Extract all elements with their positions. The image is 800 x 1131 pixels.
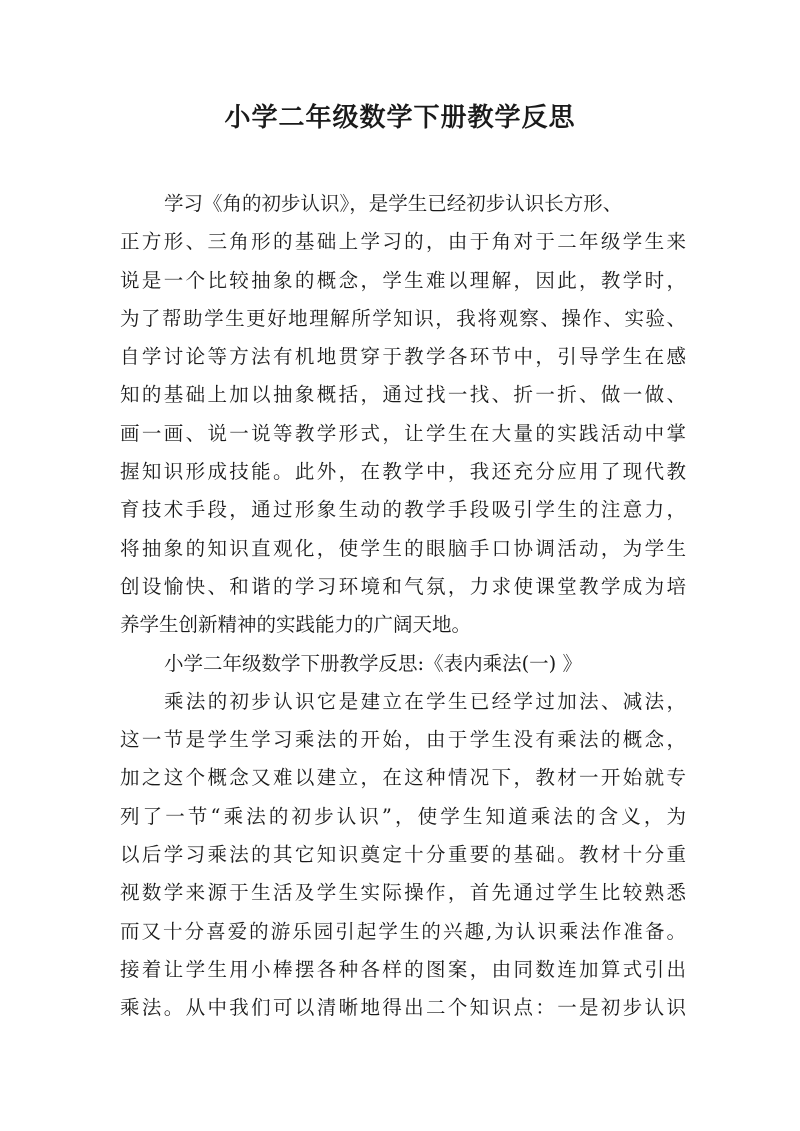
text-line: 自学讨论等方法有机地贯穿于教学各环节中，引导学生在感: [120, 345, 686, 369]
text-line: 说是一个比较抽象的概念，学生难以理解，因此，教学时，: [120, 268, 686, 292]
text-line: 将抽象的知识直观化，使学生的眼脑手口协调活动，为学生: [120, 536, 686, 560]
text-line: 学习《角的初步认识》，是学生已经初步认识长方形、: [164, 192, 623, 215]
text-line: 育技术手段，通过形象生动的教学手段吸引学生的注意力，: [120, 498, 686, 522]
text-line: 小学二年级数学下册教学反思:《表内乘法(一) 》: [164, 651, 582, 675]
text-line: 这一节是学生学习乘法的开始，由于学生没有乘法的概念，: [120, 728, 686, 752]
text-line: 正方形、三角形的基础上学习的，由于角对于二年级学生来: [120, 230, 686, 254]
text-line: 而又十分喜爱的游乐园引起学生的兴趣,为认识乘法作准备。: [120, 919, 686, 943]
text-line: 以后学习乘法的其它知识奠定十分重要的基础。教材十分重: [120, 843, 686, 867]
text-line: 养学生创新精神的实践能力的广阔天地。: [120, 613, 472, 637]
text-line: 视数学来源于生活及学生实际操作，首先通过学生比较熟悉: [120, 881, 686, 905]
text-line: 乘法的初步认识它是建立在学生已经学过加法、减法，: [164, 689, 686, 713]
text-line: 乘法。从中我们可以清晰地得出二个知识点：一是初步认识: [120, 996, 686, 1020]
text-line: 列了一节“乘法的初步认识”，使学生知道乘法的含义，为: [120, 804, 686, 828]
text-line: 知的基础上加以抽象概括，通过找一找、折一折、做一做、: [120, 383, 686, 407]
text-line: 接着让学生用小棒摆各种各样的图案，由同数连加算式引出: [120, 957, 686, 981]
text-line: 握知识形成技能。此外，在教学中，我还充分应用了现代教: [120, 460, 686, 484]
document-title: 小学二年级数学下册教学反思: [224, 103, 576, 133]
text-line: 加之这个概念又难以建立，在这种情况下，教材一开始就专: [120, 766, 686, 790]
text-line: 画一画、说一说等教学形式，让学生在大量的实践活动中掌: [120, 421, 686, 445]
document-body: [120, 185, 686, 1028]
text-line: 为了帮助学生更好地理解所学知识，我将观察、操作、实验、: [120, 306, 686, 330]
text-line: 创设愉快、和谐的学习环境和气氛，力求使课堂教学成为培: [120, 574, 686, 598]
